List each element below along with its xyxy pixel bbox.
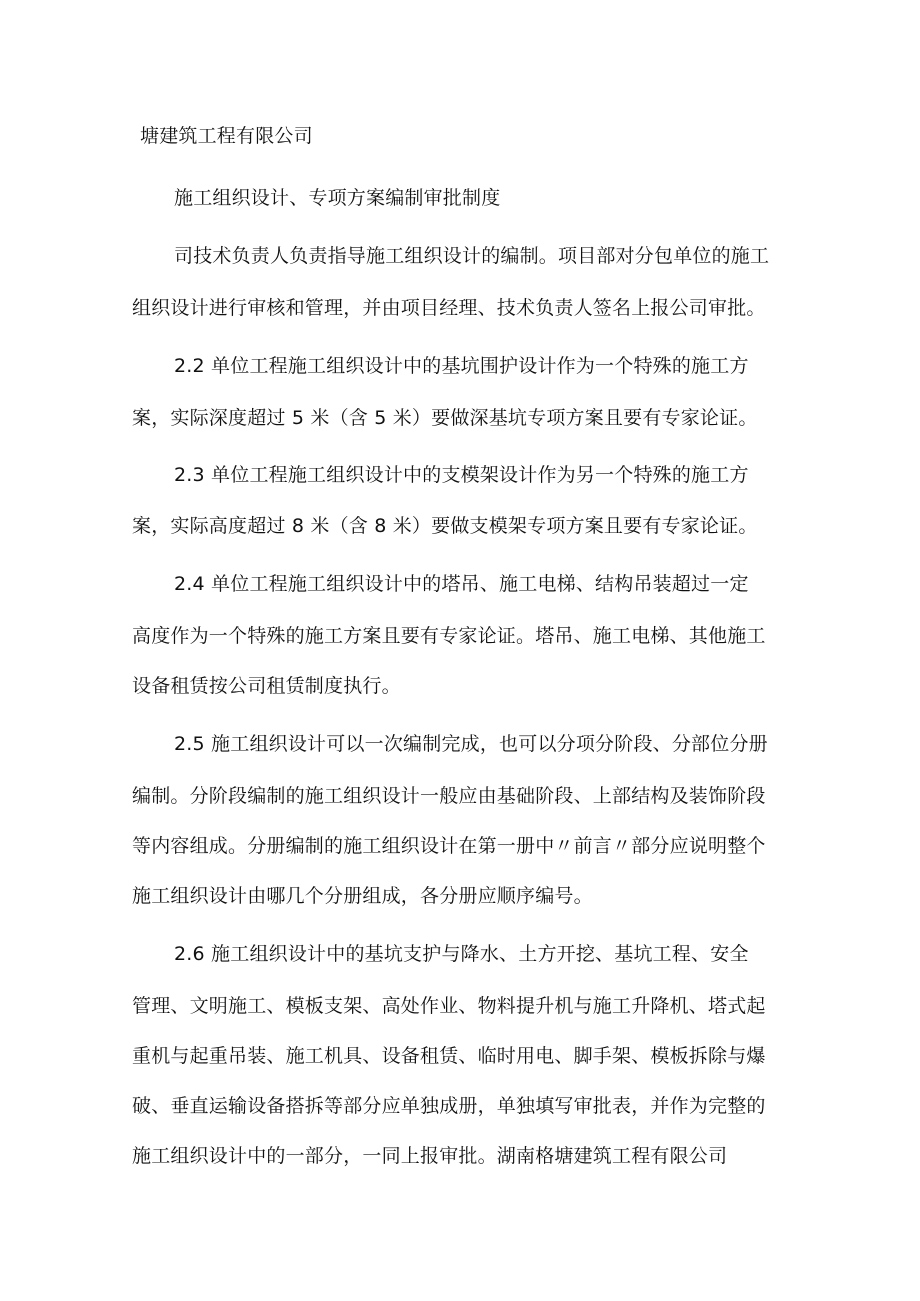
- paragraph-line: 案，实际深度超过 5 米（含 5 米）要做深基坑专项方案且要有专家论证。: [132, 407, 758, 429]
- header-company: 塘建筑工程有限公司: [140, 125, 313, 147]
- paragraph-line: 2.2 单位工程施工组织设计中的基坑围护设计作为一个特殊的施工方: [174, 355, 749, 377]
- document-title: 施工组织设计、专项方案编制审批制度: [174, 187, 501, 209]
- paragraph-line: 施工组织设计由哪几个分册组成，各分册应顺序编号。: [132, 885, 593, 907]
- paragraph-line: 司技术负责人负责指导施工组织设计的编制。项目部对分包单位的施工: [174, 245, 770, 267]
- paragraph-line: 2.4 单位工程施工组织设计中的塔吊、施工电梯、结构吊装超过一定: [174, 573, 749, 595]
- paragraph-line: 管理、文明施工、模板支架、高处作业、物料提升机与施工升降机、塔式起: [132, 995, 766, 1017]
- paragraph-line: 破、垂直运输设备搭拆等部分应单独成册，单独填写审批表，并作为完整的: [132, 1095, 766, 1117]
- paragraph-line: 组织设计进行审核和管理，并由项目经理、技术负责人签名上报公司审批。: [132, 297, 766, 319]
- paragraph-line: 编制。分阶段编制的施工组织设计一般应由基础阶段、上部结构及装饰阶段: [132, 785, 766, 807]
- paragraph-line: 重机与起重吊装、施工机具、设备租赁、临时用电、脚手架、模板拆除与爆: [132, 1045, 766, 1067]
- paragraph-line: 等内容组成。分册编制的施工组织设计在第一册中〃前言〃部分应说明整个: [132, 835, 766, 857]
- paragraph-line: 设备租赁按公司租赁制度执行。: [132, 675, 401, 697]
- paragraph-line: 施工组织设计中的一部分，一同上报审批。湖南格塘建筑工程有限公司: [132, 1145, 728, 1167]
- paragraph-line: 2.3 单位工程施工组织设计中的支模架设计作为另一个特殊的施工方: [174, 464, 749, 486]
- paragraph-line: 案，实际高度超过 8 米（含 8 米）要做支模架专项方案且要有专家论证。: [132, 515, 758, 537]
- paragraph-line: 高度作为一个特殊的施工方案且要有专家论证。塔吊、施工电梯、其他施工: [132, 625, 766, 647]
- paragraph-line: 2.6 施工组织设计中的基坑支护与降水、土方开挖、基坑工程、安全: [174, 943, 749, 965]
- paragraph-line: 2.5 施工组织设计可以一次编制完成，也可以分项分阶段、分部位分册: [174, 733, 768, 755]
